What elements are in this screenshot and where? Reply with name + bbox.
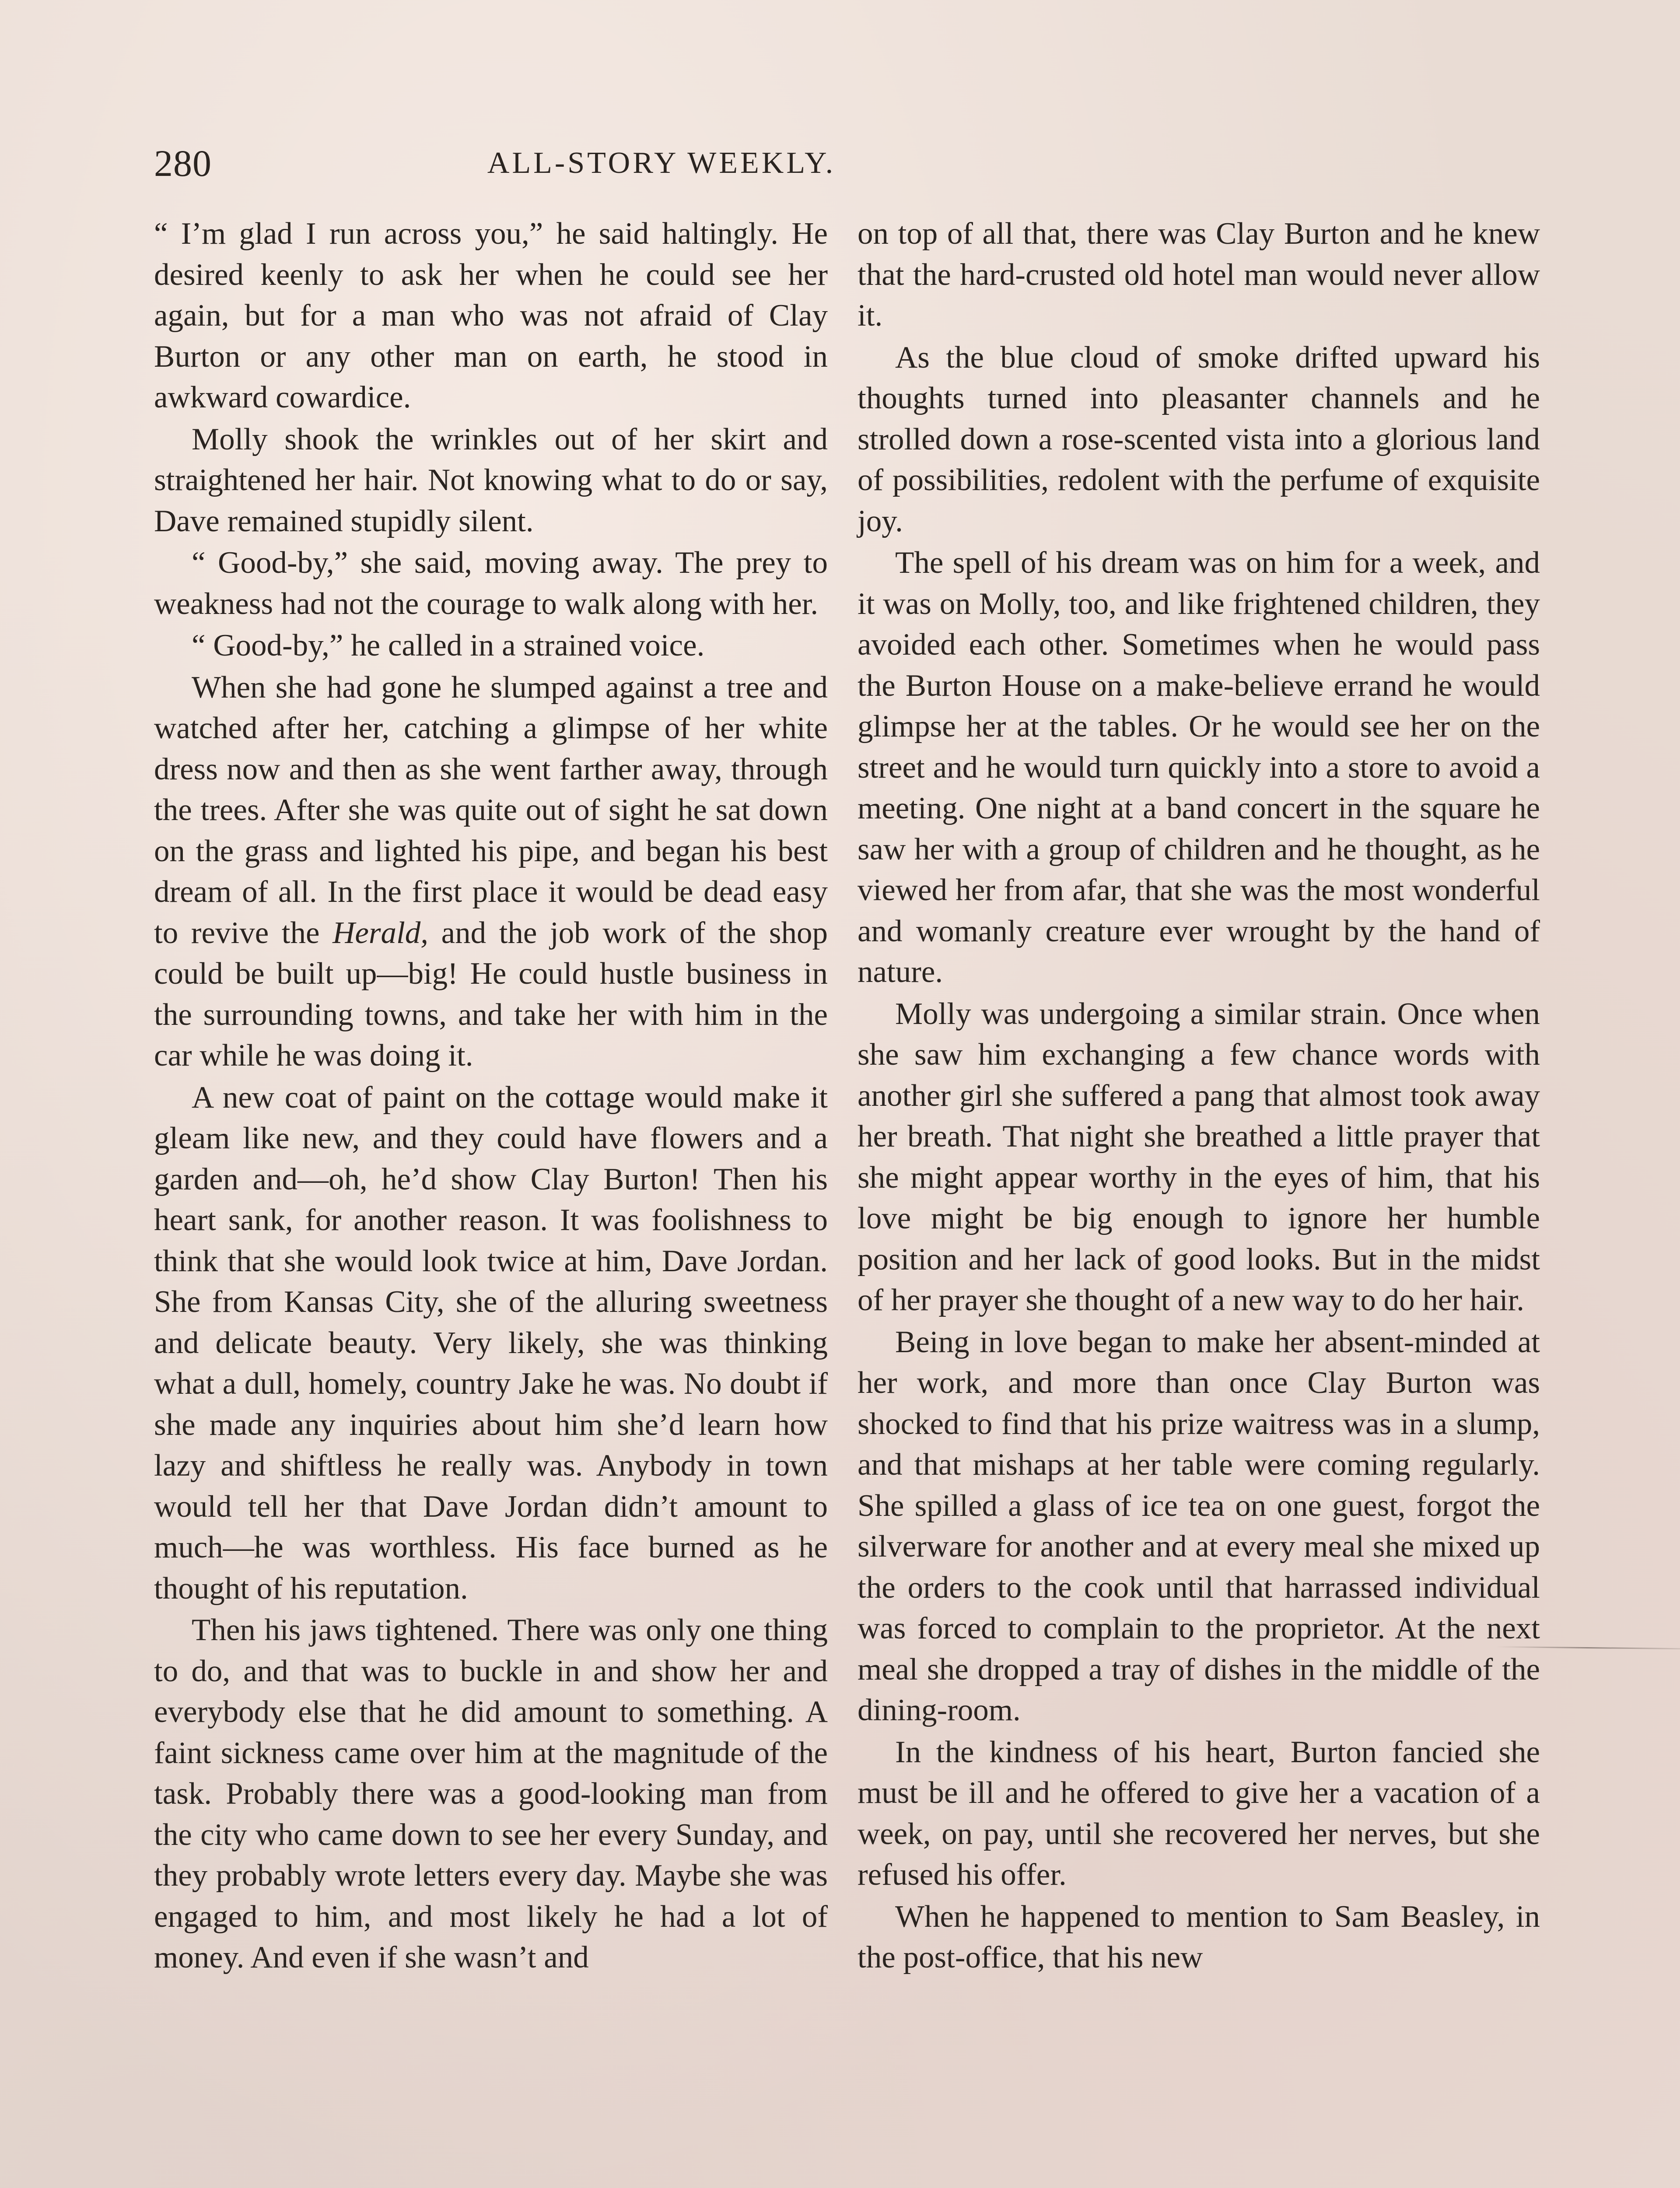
page-number: 280 — [154, 142, 212, 184]
paragraph: In the kindness of his heart, Burton fancied she must be ill and he offered to give her a vacation of a week, on pay, until she recovered her nerves, but she refused his offer. — [858, 1735, 1540, 1892]
paragraph: “ Good-by,” she said, moving away. The prey to weakness had not the courage to walk along with her. — [154, 546, 828, 621]
paragraph: Molly shook the wrinkles out of her skirt and straightened her hair. Not knowing what to do or say, Dave remained stupidly silent. — [154, 422, 828, 538]
left-column — [154, 214, 828, 1978]
paragraph: A new coat of paint on the cottage would make it gleam like new, and they could have flowers and a garden and—oh, he’d show Clay Burton! Then his heart sank, for another reason. It was foolishness to think that she would look twice at him, Dave Jordan. She from Kansas City, she of the alluring sweetness and delicate beauty. Very likely, she was thinking what a dull, homely, country Jake he was. No doubt if she made any inquiries about him she’d learn how lazy and shiftless he really was. Anybody in town would tell her that Dave Jordan didn’t amount to much—he was worthless. His face burned as he thought of his reputation. — [154, 1080, 828, 1606]
paragraph: Then his jaws tightened. There was only one thing to do, and that was to buckle in and show her and everybody else that he did amount to something. A faint sickness came over him at the magnitude of the task. Probably there was a good-looking man from the city who came down to see her every Sunday, and they probably wrote letters every day. Maybe she was engaged to him, and most likely he had a lot of money. And even if she wasn’t and — [154, 1613, 828, 1974]
page-header — [154, 139, 1103, 187]
paragraph: “ Good-by,” he called in a strained voice. — [192, 628, 705, 663]
paragraph: The spell of his dream was on him for a week, and it was on Molly, too, and like frightened children, they avoided each other. Sometimes when he would pass the Burton House on a make-believe errand he would glimpse her at the tables. Or he would see her on the street and he would turn quickly into a store to avoid a meeting. One night at a band concert in the square he saw her with a group of children and he thought, as he viewed her from afar, that she was the most wonderful and womanly creature ever wrought by the hand of nature. — [858, 546, 1540, 989]
paragraph: on top of all that, there was Clay Burton and he knew that the hard-crusted old hotel man would never allow it. — [858, 217, 1540, 333]
running-title: ALL-STORY WEEKLY. — [487, 146, 836, 180]
paragraph — [154, 667, 828, 1076]
paragraph-text: When she had gone he slumped against a tree and watched after her, catching a glimpse of her white dress now and then as she went farther away, through the trees. After she was quite out of sight he sat down on the grass and lighted his pipe, and began his best dream of all. In the first place it would be dead easy to revive the — [154, 670, 828, 950]
right-column — [858, 214, 1540, 1978]
paragraph: “ I’m glad I run across you,” he said haltingly. He desired keenly to ask her when he could see her again, but for a man who was not afraid of Clay Burton or any other man on earth, he stood in awkward cowardice. — [154, 217, 828, 414]
paragraph-text: and the job work of the shop could be built up—big! He could hustle business in the surrounding towns, and take her with him in the car while he was doing it. — [154, 915, 828, 1073]
paragraph: As the blue cloud of smoke drifted upward his thoughts turned into pleasanter channels and he strolled down a rose-scented vista into a glorious land of possibilities, redolent with the perfume of exquisite joy. — [858, 340, 1540, 538]
paragraph: Being in love began to make her absent-minded at her work, and more than once Clay Burton was shocked to find that his prize waitress was in a slump, and that mishaps at her table were coming regularly. She spilled a glass of ice tea on one guest, forgot the silverware for another and at every meal she mixed up the orders to the cook until that harrassed individual was forced to complain to the proprietor. At the next meal she dropped a tray of dishes in the middle of the dining-room. — [858, 1325, 1540, 1727]
paragraph: When he happened to mention to Sam Beasley, in the post-office, that his new — [858, 1899, 1540, 1974]
paragraph: Molly was undergoing a similar strain. Once when she saw him exchanging a few chance words with another girl she suffered a pang that almost took away her breath. That night she breathed a little prayer that she might appear worthy in the eyes of him, that his love might be big enough to ignore her humble position and her lack of good looks. But in the midst of her prayer she thought of a new way to do her hair. — [858, 996, 1540, 1317]
newspaper-name: Herald, — [332, 915, 429, 950]
